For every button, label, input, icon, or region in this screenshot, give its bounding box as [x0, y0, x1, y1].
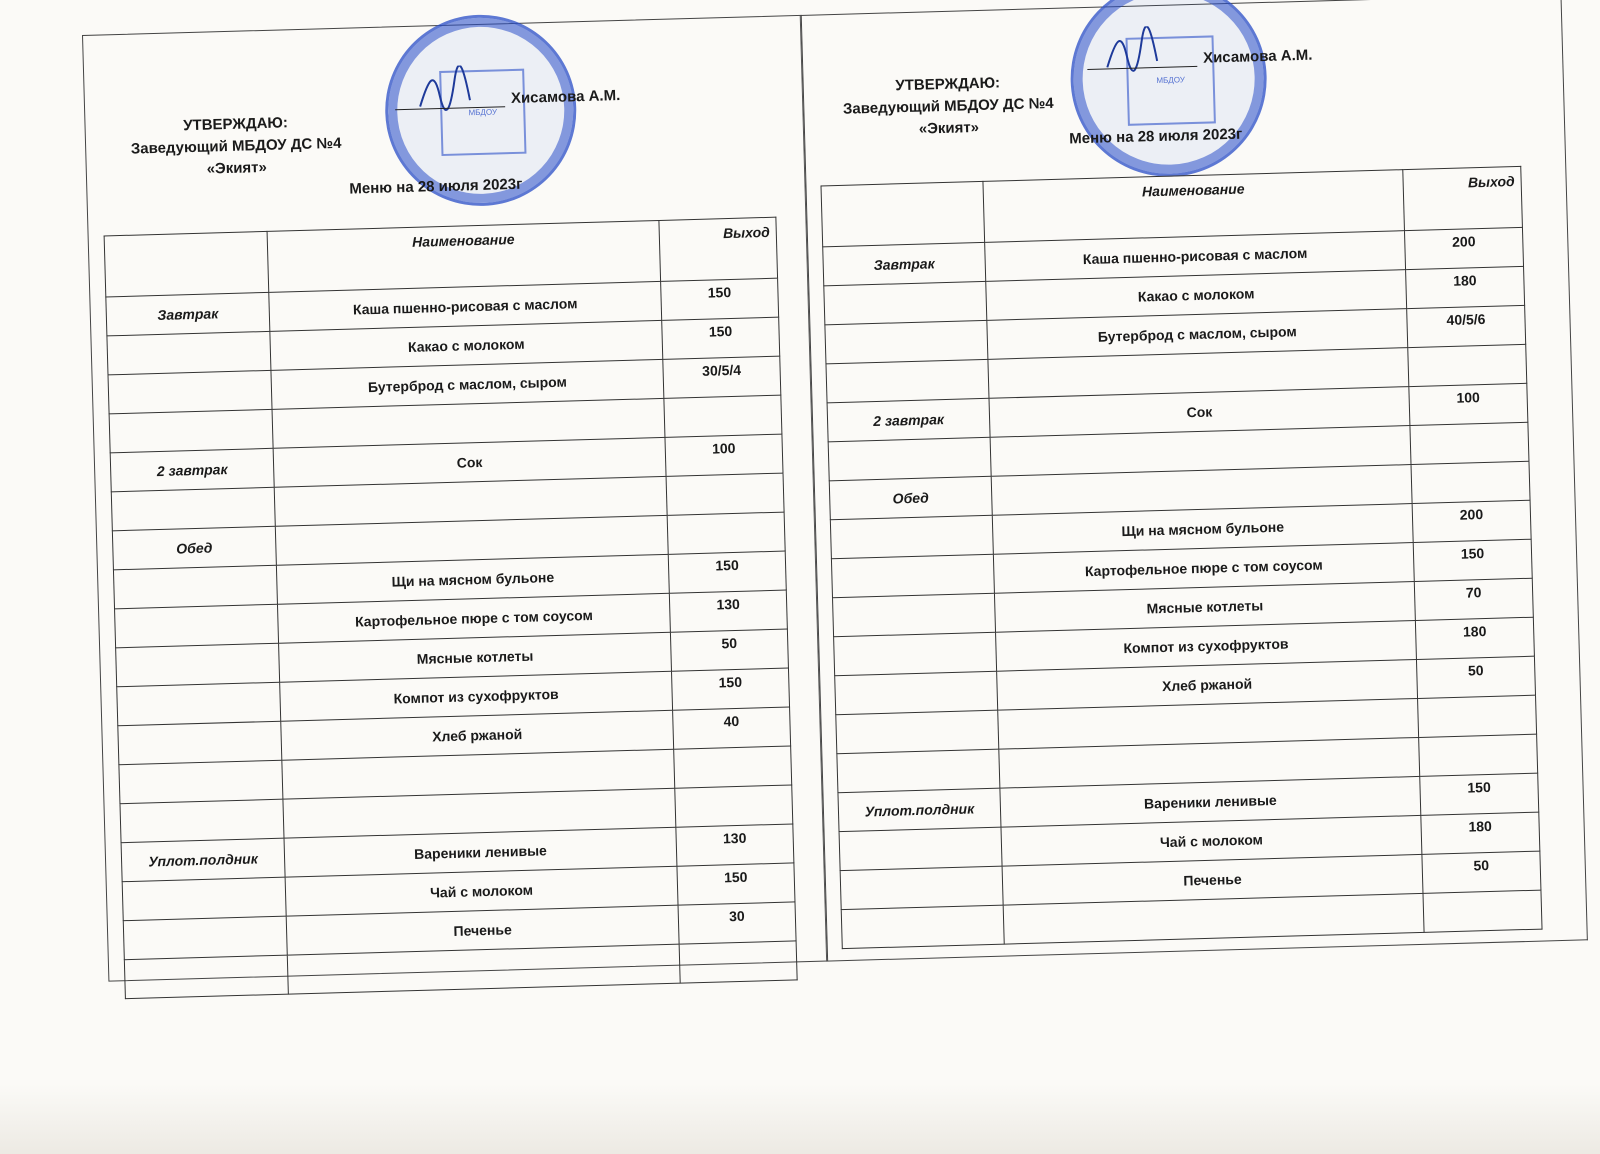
- menu-rows-left: [106, 278, 797, 998]
- output-cell: 100: [1409, 383, 1528, 425]
- meal-cell: [120, 799, 284, 843]
- output-cell: 200: [1404, 227, 1523, 269]
- dish-cell: Чай с молоком: [1001, 815, 1422, 866]
- meal-cell: Обед: [112, 526, 276, 570]
- meal-cell: [835, 671, 998, 715]
- dish-cell: Сок: [273, 437, 666, 487]
- output-cell: 180: [1421, 812, 1540, 854]
- approval-block-right: [812, 70, 1084, 144]
- dish-cell: Каша пшенно-рисовая с маслом: [985, 231, 1406, 282]
- dish-cell: Картофельное пюре с том соусом: [993, 543, 1414, 594]
- meal-cell: [840, 866, 1003, 910]
- output-cell: 50: [1416, 656, 1535, 698]
- dish-cell: Щи на мясном бульоне: [276, 554, 669, 604]
- meal-cell: 2 завтрак: [110, 448, 274, 492]
- meal-cell: Завтрак: [823, 242, 986, 286]
- meal-cell: [116, 643, 280, 687]
- output-cell: [666, 473, 784, 515]
- signer-name: Хисамова А.М.: [1202, 46, 1313, 67]
- meal-cell: [831, 554, 994, 598]
- dish-cell: Мясные котлеты: [279, 632, 672, 682]
- output-cell: 180: [1406, 266, 1525, 308]
- output-cell: 150: [668, 551, 786, 593]
- dish-cell: Бутерброд с маслом, сыром: [987, 309, 1408, 360]
- dish-cell: Какао с молоком: [986, 270, 1407, 321]
- output-header: Выход: [1403, 166, 1523, 230]
- meal-cell: Уплот.полдник: [121, 838, 285, 882]
- name-header: Наименование: [983, 170, 1405, 243]
- meal-cell: [839, 827, 1002, 871]
- signer-name: Хисамова А.М.: [510, 86, 621, 108]
- dish-cell: Вареники ленивые: [284, 827, 677, 877]
- stamp-text: МБДОУ: [1156, 75, 1186, 86]
- meal-cell: [107, 331, 271, 375]
- dish-cell: Бутерброд с маслом, сыром: [271, 359, 664, 409]
- document-sheet: [82, 0, 1600, 1025]
- meal-cell: 2 завтрак: [827, 398, 990, 442]
- output-cell: [1419, 734, 1538, 776]
- meal-cell: Уплот.полдник: [838, 788, 1001, 832]
- meal-cell: [826, 359, 989, 403]
- output-cell: 70: [1414, 578, 1533, 620]
- output-cell: 150: [671, 668, 789, 710]
- menu-table-left: [104, 217, 798, 999]
- meal-header: [104, 231, 269, 297]
- approval-block-left: [95, 110, 377, 184]
- meal-cell: [124, 955, 288, 999]
- meal-cell: [825, 320, 988, 364]
- output-cell: 50: [670, 629, 788, 671]
- output-cell: [1410, 422, 1529, 464]
- menu-rows-right: [823, 227, 1542, 948]
- meal-cell: [115, 604, 279, 648]
- output-cell: 150: [1413, 539, 1532, 581]
- output-cell: 100: [665, 434, 783, 476]
- meal-cell: [122, 877, 286, 921]
- dish-cell: Хлеб ржаной: [281, 710, 674, 760]
- output-cell: [675, 785, 793, 827]
- dish-cell: Щи на мясном бульоне: [992, 504, 1413, 555]
- menu-title-left: Меню на 28 июля 2023г: [349, 175, 523, 198]
- meal-cell: Обед: [829, 476, 992, 520]
- left-menu-panel: [82, 15, 828, 982]
- dish-cell: Компот из сухофруктов: [996, 620, 1417, 671]
- approve-label: УТВЕРЖДАЮ:: [895, 74, 1001, 95]
- dish-cell: Чай с молоком: [285, 866, 678, 916]
- output-header: Выход: [659, 217, 778, 281]
- output-cell: [1418, 695, 1537, 737]
- output-cell: 150: [677, 863, 795, 905]
- meal-cell: [123, 916, 287, 960]
- output-cell: 150: [1420, 773, 1539, 815]
- meal-cell: [109, 409, 273, 453]
- output-cell: 130: [669, 590, 787, 632]
- output-cell: [1411, 461, 1530, 503]
- output-cell: 150: [661, 278, 779, 320]
- stamp-text: МБДОУ: [468, 107, 498, 118]
- name-header: Наименование: [267, 220, 661, 292]
- output-cell: [674, 746, 792, 788]
- output-cell: [1423, 890, 1542, 932]
- dish-cell: Сок: [989, 387, 1410, 438]
- meal-cell: [111, 487, 275, 531]
- output-cell: 50: [1422, 851, 1541, 893]
- meal-cell: [119, 760, 283, 804]
- dish-cell: Печенье: [286, 905, 679, 955]
- meal-cell: [828, 437, 991, 481]
- output-cell: [679, 941, 797, 983]
- meal-cell: [824, 281, 987, 325]
- right-menu-panel: [800, 0, 1588, 962]
- output-cell: 200: [1412, 500, 1531, 542]
- meal-cell: [834, 632, 997, 676]
- meal-cell: [117, 682, 281, 726]
- dish-cell: Хлеб ржаной: [997, 659, 1418, 710]
- output-cell: 150: [662, 317, 780, 359]
- output-cell: 30: [678, 902, 796, 944]
- menu-title-right: Меню на 28 июля 2023г: [1069, 125, 1243, 148]
- output-cell: [1408, 344, 1527, 386]
- meal-cell: Завтрак: [106, 292, 270, 336]
- org-label: «Экият»: [206, 158, 268, 178]
- meal-cell: [113, 565, 277, 609]
- meal-header: [821, 181, 985, 246]
- org-label: «Экият»: [918, 118, 980, 138]
- output-cell: [667, 512, 785, 554]
- output-cell: [664, 395, 782, 437]
- output-cell: 180: [1415, 617, 1534, 659]
- meal-cell: [830, 515, 993, 559]
- scan-shadow: [0, 1084, 1600, 1154]
- dish-cell: Компот из сухофруктов: [280, 671, 673, 721]
- dish-cell: Печенье: [1002, 854, 1423, 905]
- dish-cell: Какао с молоком: [270, 320, 663, 370]
- official-stamp-right: [1068, 0, 1269, 179]
- dish-cell: Каша пшенно-рисовая с маслом: [269, 281, 662, 331]
- output-cell: 40/5/6: [1407, 305, 1526, 347]
- meal-cell: [833, 593, 996, 637]
- dish-cell: Мясные котлеты: [994, 582, 1415, 633]
- output-cell: 130: [676, 824, 794, 866]
- output-cell: 40: [673, 707, 791, 749]
- meal-cell: [837, 749, 1000, 793]
- approve-label: УТВЕРЖДАЮ:: [182, 114, 289, 135]
- meal-cell: [118, 721, 282, 765]
- dish-cell: Картофельное пюре с том соусом: [277, 593, 670, 643]
- meal-cell: [841, 905, 1004, 949]
- meal-cell: [108, 370, 272, 414]
- menu-table-right: [820, 166, 1542, 949]
- position-label: Заведующий МБДОУ ДС №4: [130, 134, 342, 158]
- meal-cell: [836, 710, 999, 754]
- position-label: Заведующий МБДОУ ДС №4: [842, 94, 1054, 118]
- dish-cell: Вареники ленивые: [1000, 776, 1421, 827]
- output-cell: 30/5/4: [663, 356, 781, 398]
